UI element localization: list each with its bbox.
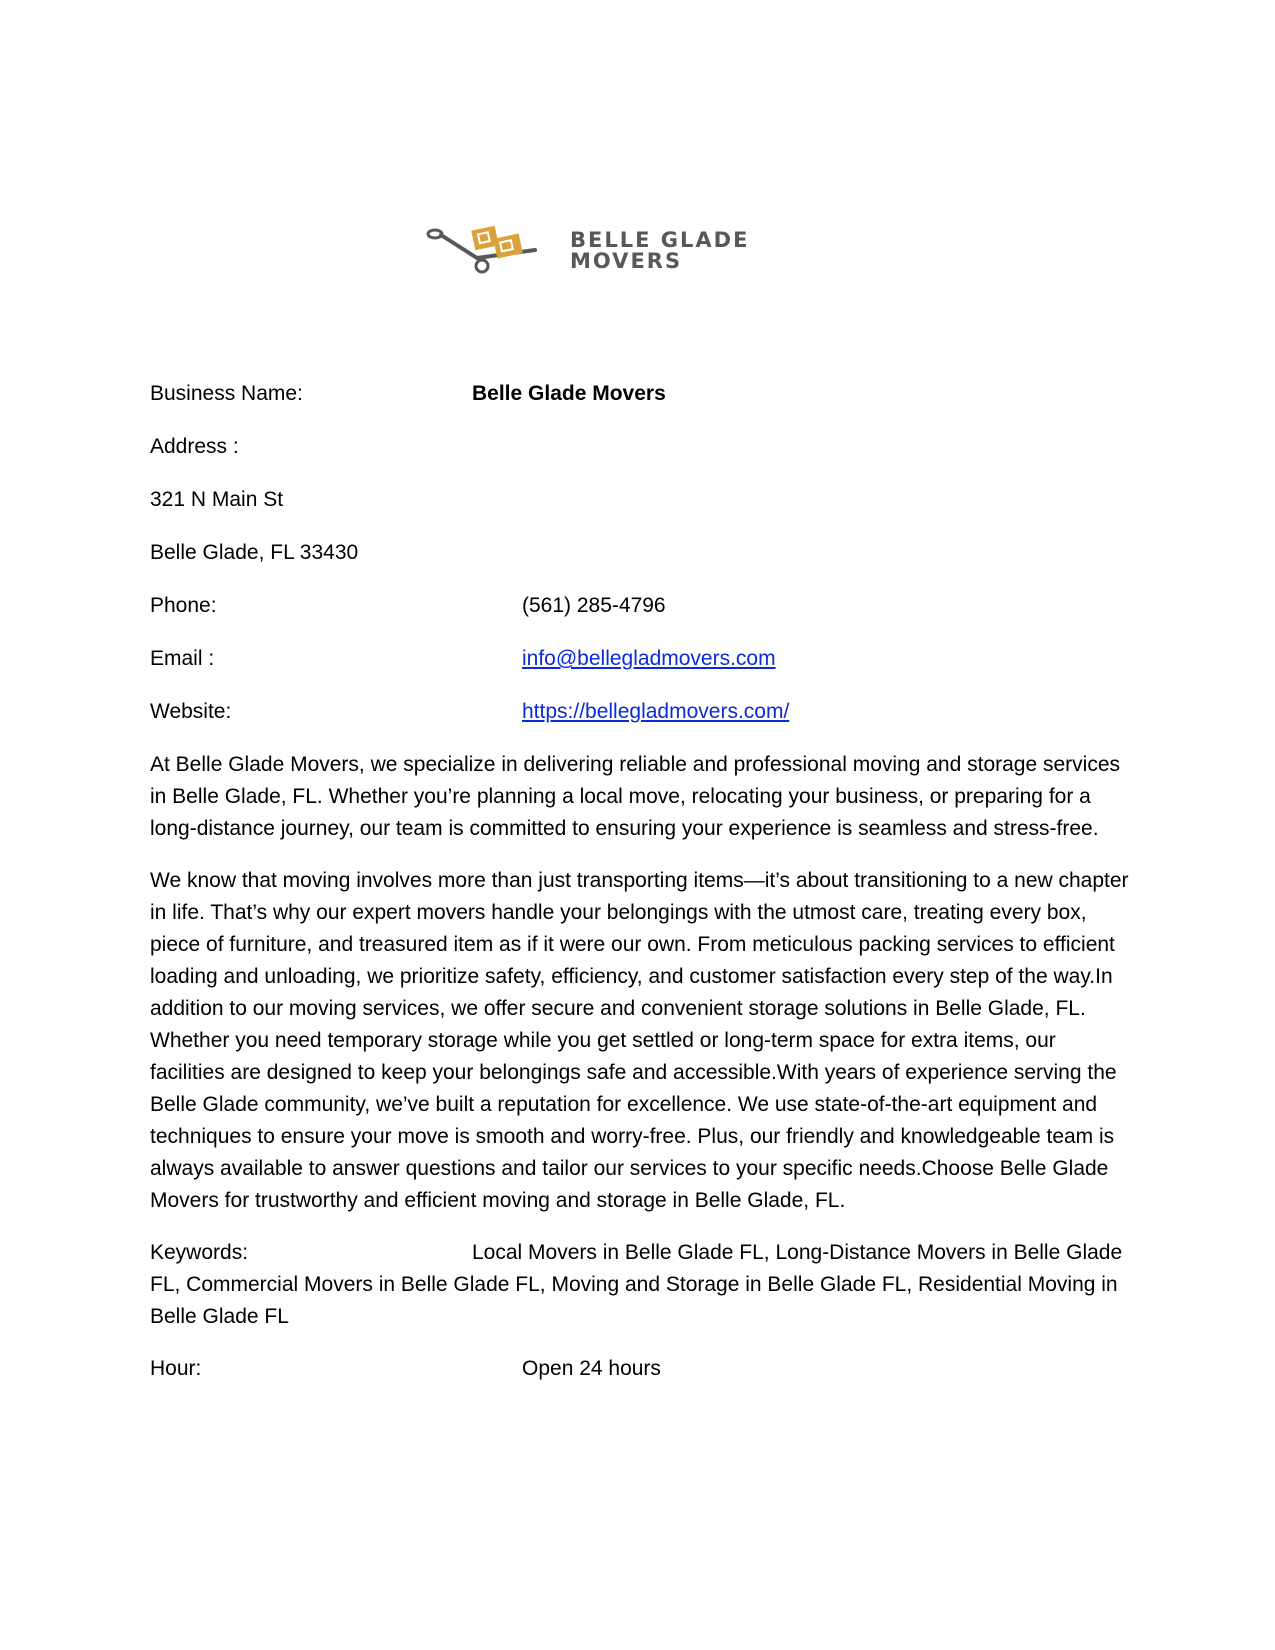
address-line-1-row bbox=[150, 484, 1130, 516]
email-label: Email : bbox=[150, 647, 215, 670]
document-body bbox=[150, 378, 1130, 1406]
website-link[interactable]: https://bellegladmovers.com/ bbox=[522, 700, 790, 723]
keywords-block bbox=[150, 1237, 1130, 1333]
hand-truck-boxes-icon bbox=[425, 222, 565, 284]
logo-line-2: MOVERS bbox=[570, 249, 683, 273]
keywords-value: Local Movers in Belle Glade FL, Long-Distance Movers in Belle Glade FL, Commercial Movers in Belle Glade FL, Moving and Storage in Belle Glade FL, Residential Moving in Belle Glade FL bbox=[150, 1241, 1123, 1328]
hours-label: Hour: bbox=[150, 1357, 202, 1380]
website-row bbox=[150, 696, 1130, 728]
email-link[interactable]: info@bellegladmovers.com bbox=[522, 647, 776, 670]
address-line-2-row bbox=[150, 537, 1130, 569]
phone-value: (561) 285-4796 bbox=[522, 594, 666, 617]
address-label: Address : bbox=[150, 435, 239, 458]
business-name-value: Belle Glade Movers bbox=[472, 382, 666, 405]
company-logo bbox=[425, 222, 825, 284]
logo-line-1: BELLE GLADE bbox=[570, 228, 750, 252]
business-name-label: Business Name: bbox=[150, 382, 303, 405]
business-name-row bbox=[150, 378, 1130, 410]
phone-row bbox=[150, 590, 1130, 622]
hours-row bbox=[150, 1353, 1130, 1385]
address-label-row bbox=[150, 431, 1130, 463]
phone-label: Phone: bbox=[150, 594, 217, 617]
website-label: Website: bbox=[150, 700, 232, 723]
logo-wordmark bbox=[570, 230, 749, 272]
keywords-label: Keywords: bbox=[150, 1241, 249, 1264]
intro-paragraph: At Belle Glade Movers, we specialize in delivering reliable and professional moving and storage services in Belle Glade, FL. Whether you’re planning a local move, relocating your business, or preparing for a long-distance journey, our team is committed to ensuring your experience is seamless and stress-free. bbox=[150, 753, 1120, 840]
address-line-2: Belle Glade, FL 33430 bbox=[150, 541, 359, 564]
email-row bbox=[150, 643, 1130, 675]
description-paragraph: We know that moving involves more than just transporting items—it’s about transitioning to a new chapter in life. That’s why our expert movers handle your belongings with the utmost care, treating every box, piece of furniture, and treasured item as if it were our own. From meticulous packing services to efficient loading and unloading, we prioritize safety, efficiency, and customer satisfaction every step of the way.In addition to our moving services, we offer secure and convenient storage solutions in Belle Glade, FL. Whether you need temporary storage while you get settled or long-term space for extra items, our facilities are designed to keep your belongings safe and accessible.With years of experience serving the Belle Glade community, we’ve built a reputation for excellence. We use state-of-the-art equipment and techniques to ensure your move is smooth and worry-free. Plus, our friendly and knowledgeable team is always available to answer questions and tailor our services to your specific needs.Choose Belle Glade Movers for trustworthy and efficient moving and storage in Belle Glade, FL. bbox=[150, 869, 1129, 1212]
address-line-1: 321 N Main St bbox=[150, 488, 284, 511]
hours-value: Open 24 hours bbox=[522, 1357, 661, 1380]
